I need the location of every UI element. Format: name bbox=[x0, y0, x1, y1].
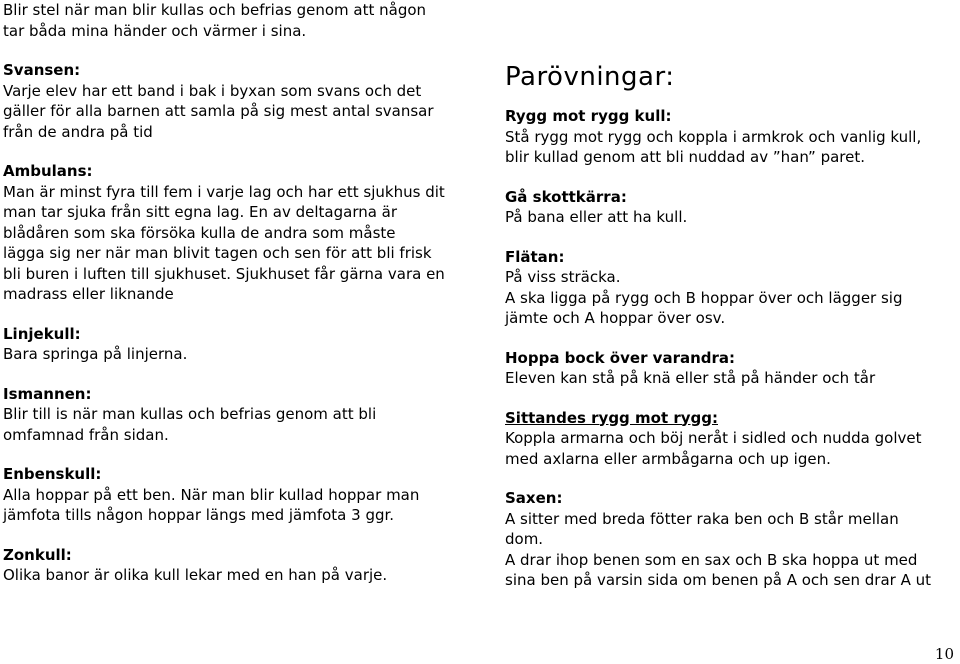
exercise-title: Saxen: bbox=[505, 489, 563, 507]
page-number: 10 bbox=[934, 645, 954, 663]
game-title: Ismannen: bbox=[3, 384, 92, 403]
game-line: omfamnad från sidan. bbox=[3, 425, 169, 444]
exercise-saxen bbox=[505, 488, 957, 591]
game-enbenskull bbox=[3, 464, 473, 526]
game-line: Bara springa på linjerna. bbox=[3, 345, 188, 363]
exercise-sittandes-rygg-mot-rygg bbox=[505, 408, 957, 470]
game-line: från de andra på tid bbox=[3, 122, 153, 141]
exercise-flatan bbox=[505, 247, 957, 329]
game-line: Olika banor är olika kull lekar med en han på varje. bbox=[3, 566, 388, 584]
left-column bbox=[3, 0, 473, 605]
exercise-hoppa-bock bbox=[505, 348, 957, 389]
exercise-line: Koppla armarna och böj neråt i sidled och nudda golvet bbox=[505, 429, 922, 447]
exercise-line: dom. bbox=[505, 530, 544, 548]
game-title: Enbenskull: bbox=[3, 465, 102, 483]
exercise-line: blir kullad genom att bli nuddad av ”han” paret. bbox=[505, 148, 865, 166]
game-line: Alla hoppar på ett ben. När man blir kullad hoppar man bbox=[3, 485, 420, 504]
game-line: bli buren i luften till sjukhuset. Sjukhuset får gärna vara en bbox=[3, 264, 445, 283]
game-title: Zonkull: bbox=[3, 545, 72, 564]
game-line: blådåren som ska försöka kulla de andra som måste bbox=[3, 223, 396, 242]
exercise-line: Eleven kan stå på knä eller stå på händer och tår bbox=[505, 369, 876, 387]
exercise-line: jämte och A hoppar över osv. bbox=[505, 309, 726, 327]
exercise-title: Flätan: bbox=[505, 247, 565, 266]
game-ismannen bbox=[3, 384, 473, 446]
game-line: Varje elev har ett band i bak i byxan som svans och det bbox=[3, 81, 422, 100]
game-linjekull bbox=[3, 324, 473, 365]
game-line: jämfota tills någon hoppar längs med jämfota 3 ggr. bbox=[3, 506, 395, 524]
game-title: Svansen: bbox=[3, 61, 81, 79]
section-title: Parövningar: bbox=[505, 62, 675, 92]
exercise-ga-skottkarra bbox=[505, 187, 957, 228]
game-line: man tar sjuka från sitt egna lag. En av deltagarna är bbox=[3, 203, 398, 221]
game-title: Linjekull: bbox=[3, 324, 81, 343]
exercise-line: med axlarna eller armbågarna och up igen. bbox=[505, 449, 831, 468]
exercise-line: Stå rygg mot rygg och koppla i armkrok och vanlig kull, bbox=[505, 127, 922, 146]
exercise-line: A sitter med breda fötter raka ben och B står mellan bbox=[505, 509, 899, 528]
intro-line: tar båda mina händer och värmer i sina. bbox=[3, 21, 307, 40]
exercise-line: sina ben på varsin sida om benen på A och sen drar A ut bbox=[505, 571, 931, 589]
game-line: lägga sig ner när man blivit tagen och sen för att bli frisk bbox=[3, 244, 432, 262]
exercise-title: Sittandes rygg mot rygg: bbox=[505, 408, 718, 427]
right-column bbox=[505, 0, 957, 610]
exercise-title: Gå skottkärra: bbox=[505, 187, 627, 206]
exercise-rygg-mot-rygg-kull bbox=[505, 106, 957, 168]
exercise-line: På bana eller att ha kull. bbox=[505, 208, 688, 226]
game-line: madrass eller liknande bbox=[3, 285, 174, 303]
game-title: Ambulans: bbox=[3, 162, 93, 180]
exercise-title: Rygg mot rygg kull: bbox=[505, 107, 672, 125]
game-zonkull bbox=[3, 545, 473, 586]
exercise-line: A drar ihop benen som en sax och B ska hoppa ut med bbox=[505, 550, 918, 569]
exercise-line: På viss sträcka. bbox=[505, 268, 621, 286]
exercise-title: Hoppa bock över varandra: bbox=[505, 348, 736, 367]
game-svansen bbox=[3, 60, 473, 142]
intro-line: Blir stel när man blir kullas och befrias genom att någon bbox=[3, 1, 427, 19]
game-line: Blir till is när man kullas och befrias genom att bli bbox=[3, 405, 377, 423]
intro-paragraph bbox=[3, 0, 473, 41]
exercise-line: A ska ligga på rygg och B hoppar över och lägger sig bbox=[505, 288, 903, 307]
game-ambulans bbox=[3, 161, 473, 305]
game-line: Man är minst fyra till fem i varje lag och har ett sjukhus dit bbox=[3, 182, 445, 201]
game-line: gäller för alla barnen att samla på sig mest antal svansar bbox=[3, 102, 434, 120]
